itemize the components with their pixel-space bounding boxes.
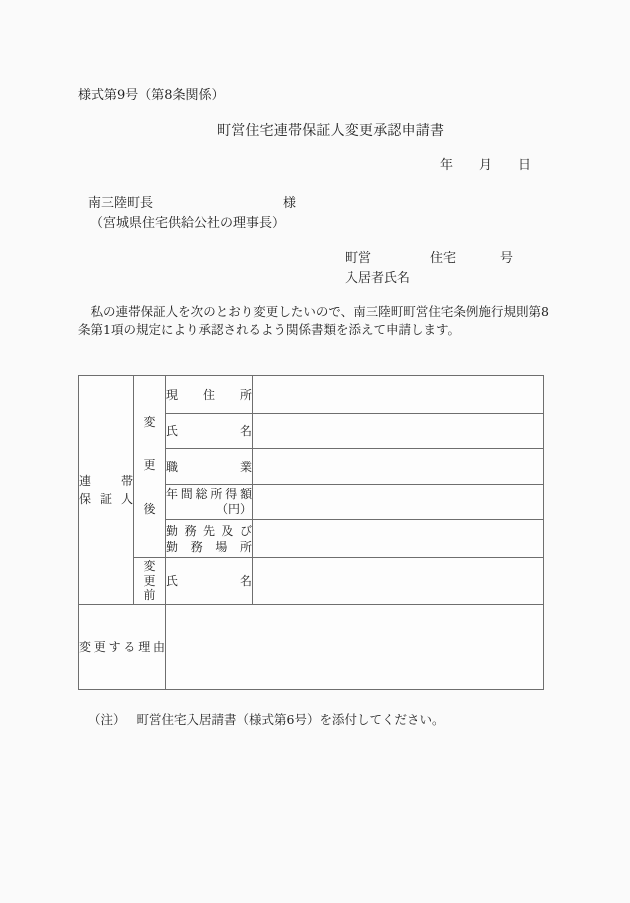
current-address-label-cell	[166, 376, 253, 414]
before-change-label-cell	[134, 558, 166, 605]
date-line: 年 月 日	[440, 158, 532, 173]
guarantor-label-line2: 保証人	[79, 492, 133, 506]
housing-middle-label: 住宅	[430, 251, 457, 266]
footnote-text: 町営住宅入居請書（様式第6号）を添付してください。	[136, 712, 445, 727]
occupation-label: 職業	[166, 459, 252, 474]
name-before-value-cell	[253, 558, 544, 605]
footnote-marker: （注）	[88, 712, 126, 727]
workplace-label-cell	[166, 520, 253, 558]
name-after-label: 氏名	[166, 424, 252, 438]
footnote-line	[88, 710, 444, 728]
vertical-char: 変	[143, 559, 156, 574]
workplace-label-line1: 勤務先及び	[166, 523, 252, 538]
guarantor-change-table	[78, 375, 544, 690]
addressee-honorific: 様	[283, 196, 297, 211]
vertical-char: 更	[143, 573, 156, 588]
name-before-label-cell	[166, 558, 253, 605]
annual-income-label-cell	[166, 485, 253, 520]
annual-income-label-line1: 年間総所得額	[166, 487, 252, 501]
housing-number-label: 号	[500, 251, 514, 266]
reason-label-cell	[79, 605, 166, 690]
row-current-address	[79, 376, 544, 414]
vertical-char: 変	[143, 414, 156, 429]
annual-income-label-line2: （円）	[215, 502, 252, 516]
after-change-label-cell	[134, 376, 166, 558]
guarantor-group-label-cell	[79, 376, 134, 605]
application-body-text: 私の連帯保証人を次のとおり変更したいので、南三陸町町営住宅条例施行規則第8条第1項の規定により承認されるよう関係書類を添えて申請します。	[78, 304, 549, 337]
reason-label: 変更する理由	[79, 640, 165, 654]
row-reason	[79, 605, 544, 690]
form-number: 様式第9号（第8条関係）	[78, 88, 225, 103]
name-before-label: 氏名	[166, 574, 252, 588]
before-change-vertical-label	[134, 559, 165, 603]
resident-name-label: 入居者氏名	[345, 271, 411, 286]
addressee-name: 南三陸町長	[88, 196, 154, 211]
workplace-label-line2: 勤務場所	[166, 539, 252, 554]
name-after-value-cell	[253, 414, 544, 449]
page-title: 町営住宅連帯保証人変更承認申請書	[217, 123, 445, 139]
row-name-before	[79, 558, 544, 605]
workplace-value-cell	[253, 520, 544, 558]
current-address-value-cell	[253, 376, 544, 414]
addressee-line	[88, 192, 296, 211]
occupation-value-cell	[253, 449, 544, 485]
current-address-label: 現住所	[166, 387, 252, 402]
vertical-char: 後	[143, 501, 156, 516]
vertical-char: 前	[143, 588, 156, 603]
guarantor-label-line1: 連帯	[79, 474, 133, 488]
occupation-label-cell	[166, 449, 253, 485]
name-after-label-cell	[166, 414, 253, 449]
after-change-vertical-label	[134, 378, 165, 556]
addressee-parenthetical: （宮城県住宅供給公社の理事長）	[90, 216, 286, 231]
reason-value-cell	[166, 605, 544, 690]
vertical-char: 更	[143, 458, 156, 472]
housing-identifier-line	[345, 247, 513, 266]
housing-prefix-label: 町営	[345, 251, 372, 266]
annual-income-value-cell	[253, 485, 544, 520]
